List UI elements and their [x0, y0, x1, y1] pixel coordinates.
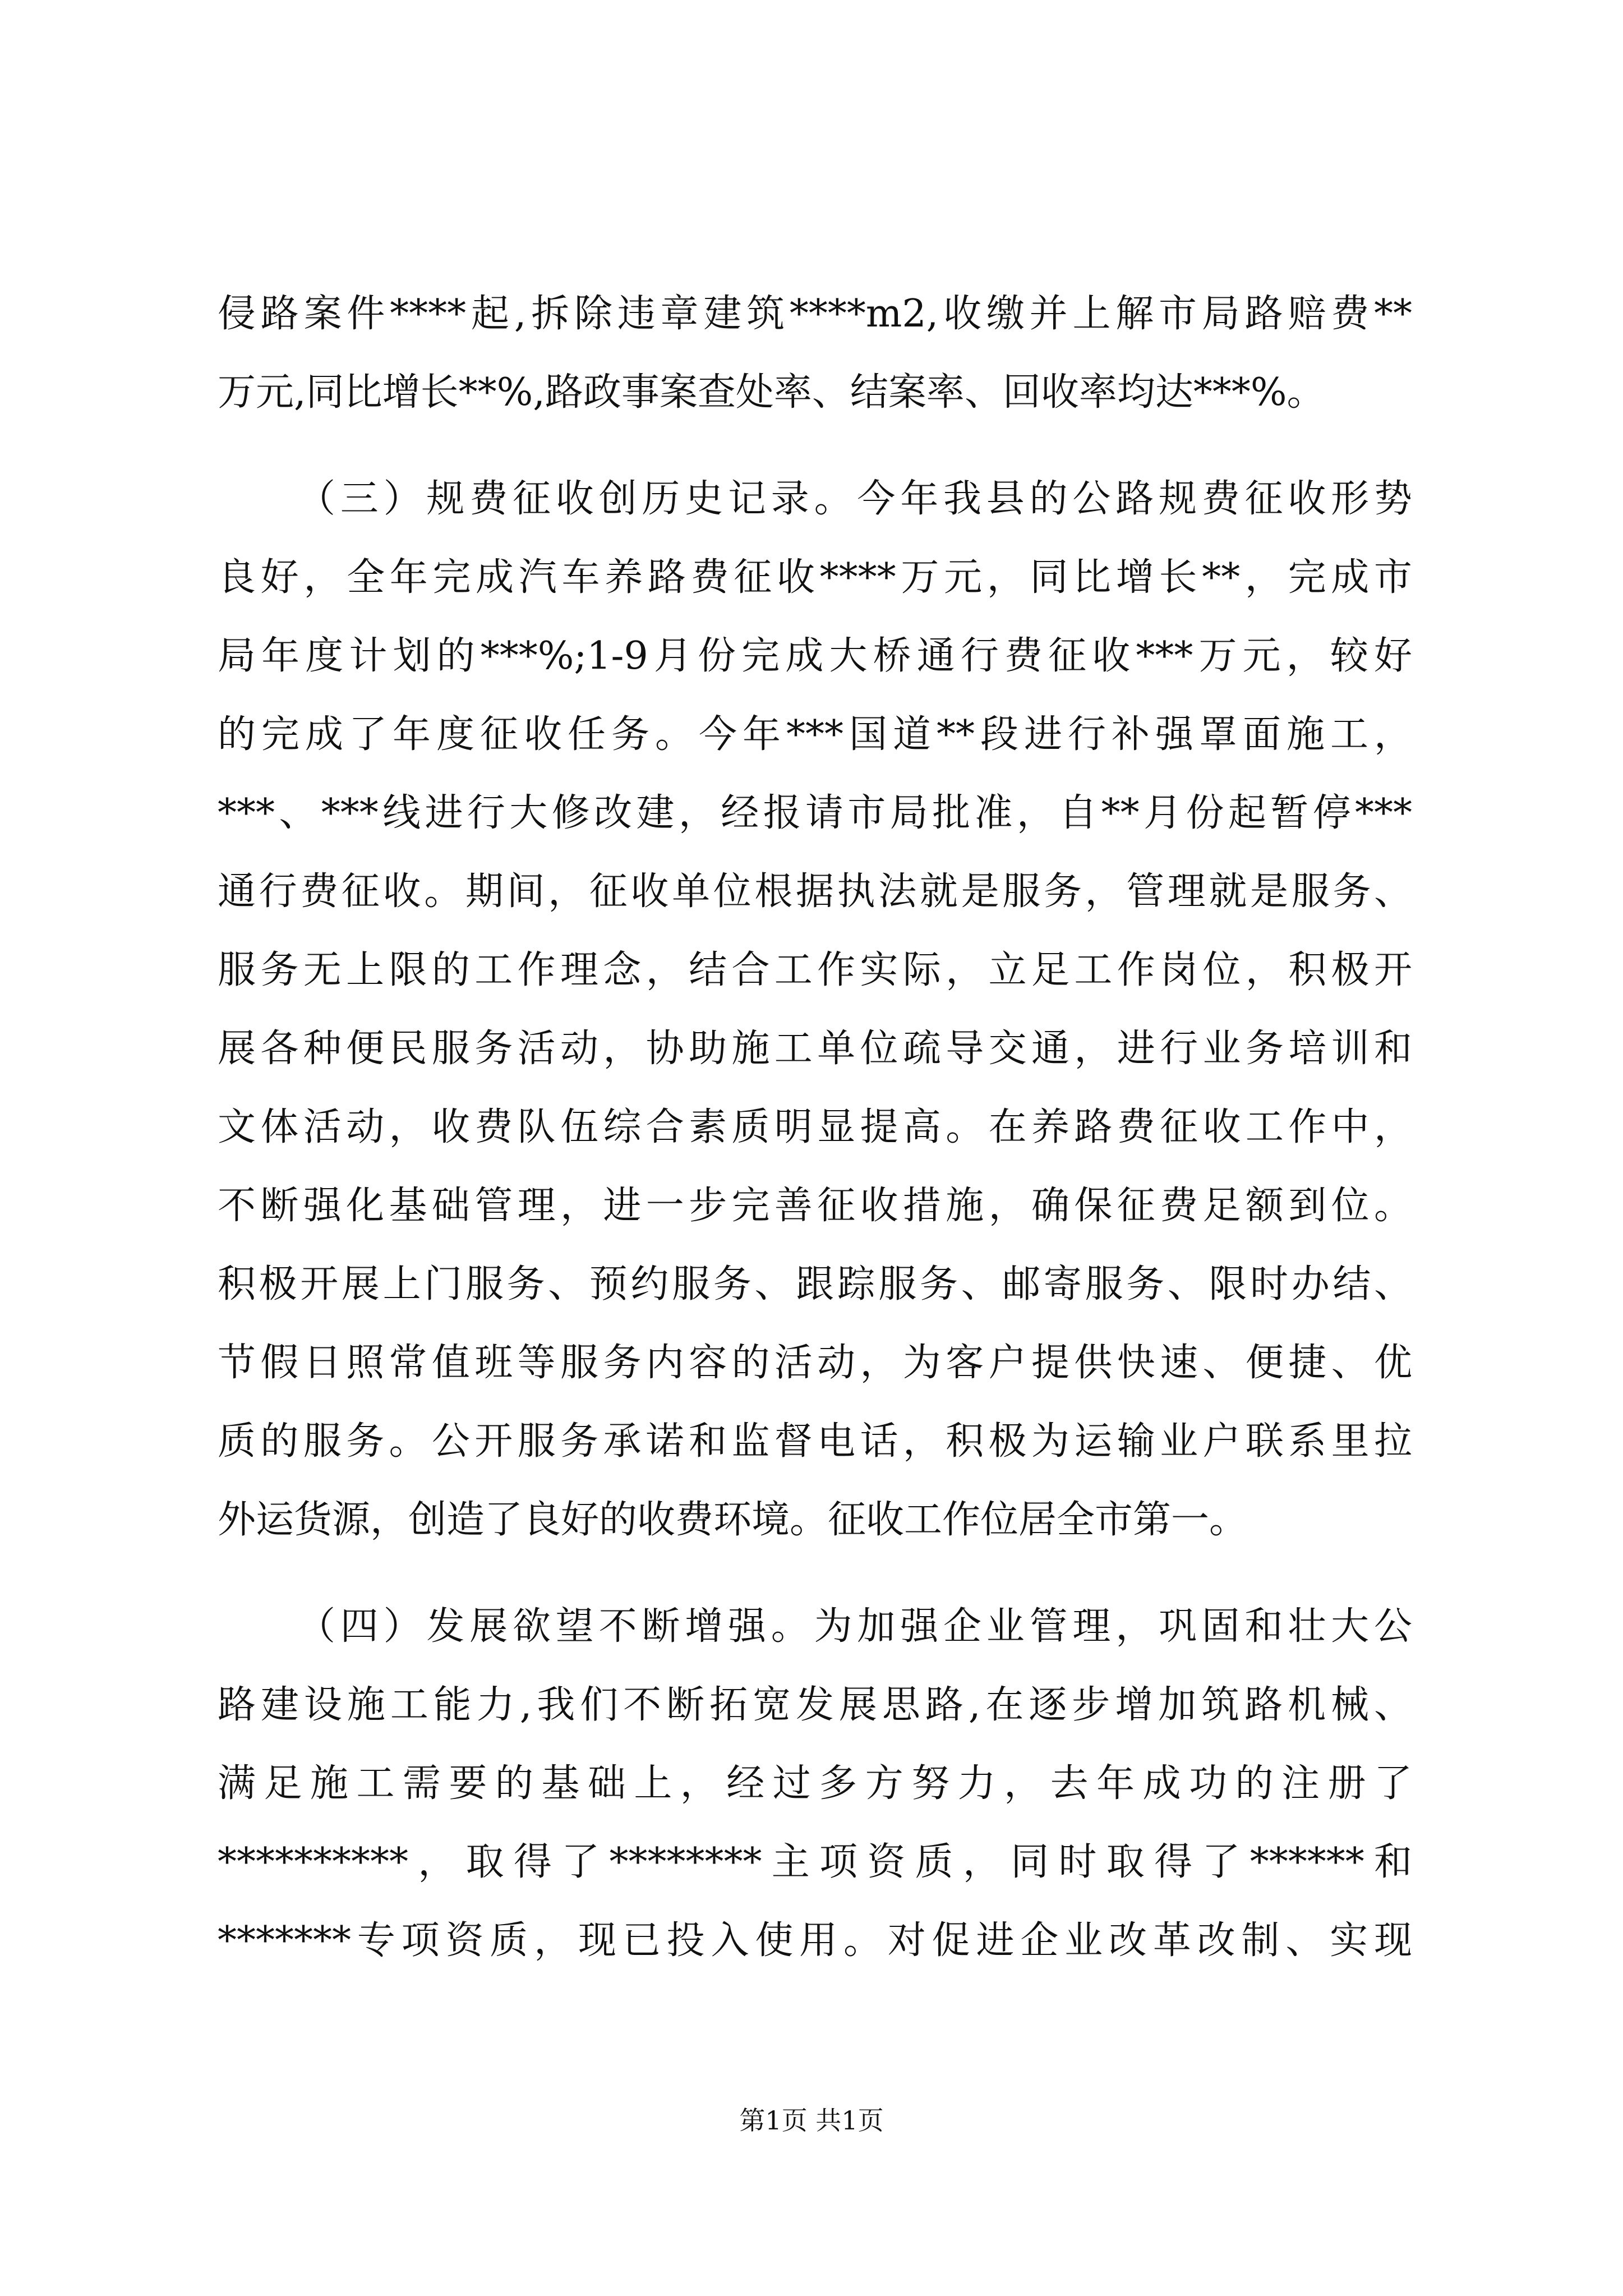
text-line: 局年度计划的***%;1-9月份完成大桥通行费征收***万元，较好 [218, 634, 1412, 678]
text-line: 服务无上限的工作理念，结合工作实际，立足工作岗位，积极开 [218, 948, 1412, 992]
text-line: 满足施工需要的基础上，经过多方努力，去年成功的注册了 [218, 1761, 1412, 1806]
text-line: 展各种便民服务活动，协助施工单位疏导交通，进行业务培训和 [218, 1027, 1412, 1071]
text-line: 文体活动，收费队伍综合素质明显提高。在养路费征收工作中， [218, 1105, 1412, 1149]
text-line: **********，取得了********主项资质，同时取得了******和 [218, 1840, 1412, 1884]
text-line: 的完成了年度征收任务。今年***国道**段进行补强罩面施工， [218, 712, 1412, 757]
text-line: 外运货源，创造了良好的收费环境。征收工作位居全市第一。 [218, 1498, 1248, 1542]
text-line: 积极开展上门服务、预约服务、跟踪服务、邮寄服务、限时办结、 [218, 1262, 1412, 1306]
text-line: 质的服务。公开服务承诺和监督电话，积极为运输业户联系里拉 [218, 1419, 1412, 1464]
text-line: 节假日照常值班等服务内容的活动，为客户提供快速、便捷、优 [218, 1341, 1412, 1385]
text-line: *******专项资质，现已投入使用。对促进企业改革改制、实现 [218, 1918, 1412, 1963]
text-line: 通行费征收。期间，征收单位根据执法就是服务，管理就是服务、 [218, 869, 1412, 914]
text-line: 不断强化基础管理，进一步完善征收措施，确保征费足额到位。 [218, 1184, 1412, 1228]
paragraph-heading-line: （三）规费征收创历史记录。今年我县的公路规费征收形势 [297, 477, 1412, 521]
text-line: 良好，全年完成汽车养路费征收****万元，同比增长**，完成市 [218, 555, 1412, 600]
text-line: 路建设施工能力,我们不断拓宽发展思路,在逐步增加筑路机械、 [218, 1683, 1412, 1727]
text-line: 万元,同比增长**%,路政事案查处率、结案率、回收率均达***%。 [218, 370, 1325, 415]
paragraph-heading-line: （四）发展欲望不断增强。为加强企业管理，巩固和壮大公 [297, 1604, 1412, 1649]
text-line: 侵路案件****起,拆除违章建筑****m2,收缴并上解市局路赔费** [218, 292, 1412, 336]
page-number-footer: 第1页 共1页 [739, 2105, 884, 2136]
text-line: ***、***线进行大修改建，经报请市局批准，自**月份起暂停*** [218, 791, 1412, 835]
